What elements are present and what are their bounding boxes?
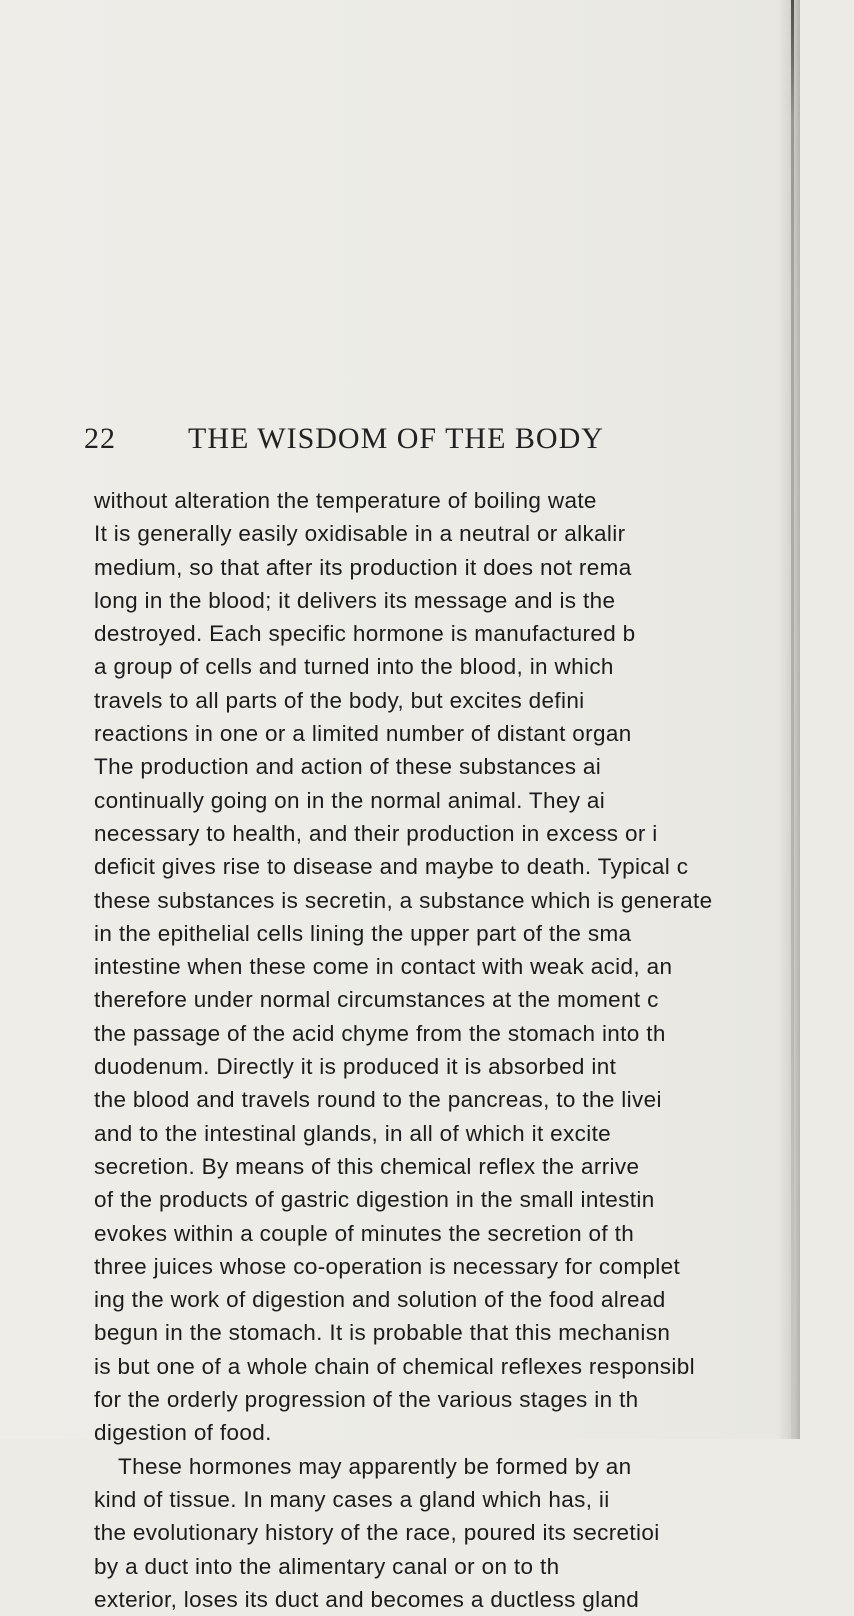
text-line: deficit gives rise to disease and maybe to death. Typical c [94,854,689,880]
text-line: by a duct into the alimentary canal or on to th [94,1553,560,1579]
text-line: ing the work of digestion and solution of the food alread [94,1287,666,1313]
text-line: destroyed. Each specific hormone is manufactured b [94,621,636,647]
running-head [84,419,724,459]
text-line: in the epithelial cells lining the upper part of the sma [94,920,632,946]
text-line: the passage of the acid chyme from the stomach into th [94,1020,666,1046]
text-line: exterior, loses its duct and becomes a ductless gland [94,1586,640,1612]
text-line: these substances is secretin, a substance which is generate [94,887,713,913]
text-line: travels to all parts of the body, but excites defini [94,687,585,713]
text-line: is but one of a whole chain of chemical reflexes responsibl [94,1353,695,1379]
text-line: the evolutionary history of the race, poured its secretioi [94,1520,660,1546]
text-line: of the products of gastric digestion in the small intestin [94,1187,655,1213]
text-line: evokes within a couple of minutes the secretion of th [94,1220,635,1246]
text-line: intestine when these come in contact with weak acid, an [94,954,673,980]
text-line: necessary to health, and their production in excess or i [94,820,658,846]
text-line: without alteration the temperature of boiling wate [94,488,597,513]
text-line: The production and action of these substances ai [94,754,602,780]
body-text [94,484,854,1616]
text-line: continually going on in the normal animal. They ai [94,787,606,813]
text-line: reactions in one or a limited number of distant organ [94,721,632,747]
text-line: duodenum. Directly it is produced it is absorbed int [94,1054,617,1080]
book-title: THE WISDOM OF THE BODY [188,422,604,455]
text-line: a group of cells and turned into the blood, in which [94,654,614,680]
text-line: medium, so that after its production it does not rema [94,554,632,580]
text-line: kind of tissue. In many cases a gland which has, ii [94,1486,610,1512]
paragraph-start-line: These hormones may apparently be formed by an [118,1453,632,1479]
text-line: and to the intestinal glands, in all of which it excite [94,1120,612,1146]
text-line: begun in the stomach. It is probable that this mechanisn [94,1320,671,1346]
text-line: It is generally easily oxidisable in a neutral or alkalir [94,521,626,547]
text-line: the blood and travels round to the pancreas, to the livei [94,1087,662,1113]
page-number: 22 [84,422,116,455]
text-line: three juices whose co-operation is necessary for complet [94,1253,681,1279]
text-line: therefore under normal circumstances at the moment c [94,987,659,1013]
text-line: for the orderly progression of the various stages in th [94,1387,639,1413]
text-line: secretion. By means of this chemical reflex the arrive [94,1153,640,1179]
text-line: digestion of food. [94,1420,272,1446]
text-line: long in the blood; it delivers its message and is the [94,587,616,613]
